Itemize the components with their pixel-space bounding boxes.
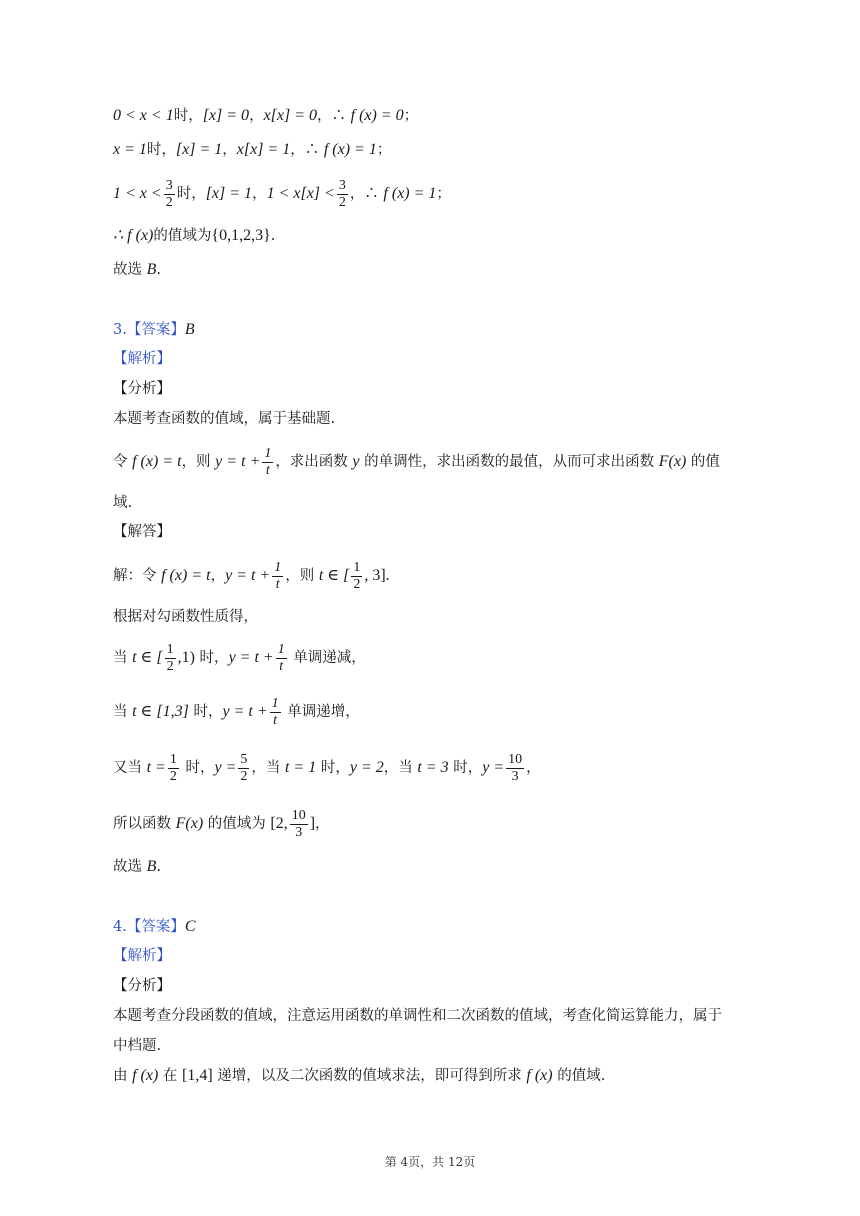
q3-jieda-line-6 bbox=[113, 804, 330, 844]
text: 在 bbox=[158, 1068, 183, 1084]
text: 的值域为 bbox=[153, 228, 212, 244]
text: . bbox=[270, 228, 276, 244]
text: ，求出函数 bbox=[275, 454, 353, 470]
text: ， bbox=[222, 142, 237, 158]
q3-jieda-line-2: 根据对勾函数性质得， bbox=[113, 609, 258, 625]
fraction-numerator: 1 bbox=[274, 559, 282, 575]
fraction bbox=[276, 642, 287, 675]
q3-fenxi-line-1-cont: 域. bbox=[113, 495, 133, 511]
fraction bbox=[164, 178, 175, 211]
text: 时， bbox=[176, 186, 206, 202]
text: ，当 bbox=[383, 760, 418, 776]
text: ； bbox=[436, 186, 451, 202]
math-expr: 1 < x[x] < bbox=[266, 185, 335, 202]
text: ， bbox=[252, 186, 267, 202]
math-expr: y = t + bbox=[215, 453, 261, 470]
math-expr: f (x) = 1 bbox=[383, 185, 437, 202]
math-expr: y = t + bbox=[222, 703, 268, 720]
text: 又当 bbox=[113, 760, 147, 776]
solution-line-3 bbox=[113, 174, 451, 214]
math-expr: f (x) bbox=[132, 1067, 159, 1084]
fraction-denominator: 2 bbox=[166, 658, 174, 674]
fraction-numerator: 3 bbox=[338, 177, 346, 193]
fraction-denominator: 2 bbox=[165, 194, 173, 210]
text: ； bbox=[376, 142, 392, 158]
text: 由 bbox=[113, 1068, 133, 1084]
math-expr: x[x] = 0 bbox=[263, 107, 318, 124]
q3-answer-label: 3.【答案】 bbox=[113, 322, 185, 338]
text: 当 bbox=[113, 704, 133, 720]
text: 故选 bbox=[113, 262, 142, 278]
math-expr: [x] = 1 bbox=[205, 185, 253, 202]
fraction-numerator: 3 bbox=[165, 177, 173, 193]
math-expr: F(x) bbox=[658, 453, 687, 470]
math-expr: [1,4] bbox=[182, 1067, 213, 1084]
text: 时， bbox=[173, 108, 203, 124]
fraction bbox=[168, 752, 179, 785]
text: ， bbox=[526, 760, 541, 776]
q3-fenxi-line-1 bbox=[113, 442, 720, 482]
text: 令 bbox=[113, 454, 133, 470]
solution-line-5 bbox=[113, 260, 161, 280]
text: ， bbox=[210, 568, 226, 584]
math-expr: F(x) bbox=[175, 815, 204, 832]
fraction bbox=[351, 560, 362, 593]
q3-jieda-line-7 bbox=[113, 857, 161, 877]
math-expr: t ∈ [ bbox=[318, 567, 350, 584]
text: 的值 bbox=[686, 454, 720, 470]
math-expr: x[x] = 1 bbox=[236, 141, 291, 158]
math-expr: f (x) = t bbox=[132, 453, 182, 470]
q4-answer-value: C bbox=[184, 918, 196, 935]
q3-jieda-line-3 bbox=[113, 638, 366, 678]
fraction-denominator: 2 bbox=[353, 576, 361, 592]
q3-answer-line bbox=[113, 320, 195, 340]
fraction bbox=[506, 752, 524, 785]
fraction-numerator: 1 bbox=[264, 445, 272, 461]
answer-choice: B bbox=[146, 261, 157, 278]
text: ，则 bbox=[285, 568, 319, 584]
math-expr: f (x) = 1 bbox=[323, 141, 377, 158]
text: ，∴ bbox=[349, 186, 384, 202]
q3-fenxi-label: 【分析】 bbox=[113, 381, 171, 397]
math-expr: t ∈ [ bbox=[132, 649, 163, 666]
text: 时， bbox=[448, 760, 483, 776]
fraction-denominator: 2 bbox=[169, 768, 177, 784]
q3-jieda-label: 【解答】 bbox=[113, 524, 171, 540]
math-expr: ,1) bbox=[177, 649, 195, 666]
fraction-numerator: 1 bbox=[277, 641, 285, 657]
math-expr: y = t + bbox=[228, 649, 274, 666]
page-footer: 第 4页，共 12页 bbox=[384, 1155, 476, 1169]
q4-fenxi-line-2: 中档题. bbox=[113, 1038, 162, 1054]
fraction-numerator: 1 bbox=[271, 695, 279, 711]
q3-analysis-label: 【解析】 bbox=[113, 351, 171, 367]
fraction bbox=[270, 696, 281, 729]
fraction-denominator: t bbox=[273, 712, 278, 728]
math-expr: 0 < x < 1 bbox=[113, 107, 174, 124]
fraction bbox=[165, 642, 176, 675]
math-expr: y = bbox=[214, 759, 237, 776]
math-expr: [2, bbox=[270, 815, 288, 832]
text: 的值域为 bbox=[203, 816, 271, 832]
fraction bbox=[238, 752, 249, 785]
math-expr: y = t + bbox=[225, 567, 271, 584]
text: ， bbox=[249, 108, 264, 124]
q3-jieda-line-5 bbox=[113, 748, 541, 788]
fraction-numerator: 1 bbox=[353, 559, 361, 575]
text: ； bbox=[403, 108, 419, 124]
fraction-numerator: 10 bbox=[291, 807, 306, 823]
math-expr: ] bbox=[309, 815, 316, 832]
fraction-numerator: 1 bbox=[169, 751, 177, 767]
fraction bbox=[272, 560, 283, 593]
fraction-numerator: 1 bbox=[166, 641, 174, 657]
q4-fenxi-label: 【分析】 bbox=[113, 978, 171, 994]
fraction bbox=[337, 178, 348, 211]
math-expr: ∴ f (x) bbox=[113, 227, 154, 244]
math-expr: [x] = 1 bbox=[175, 141, 223, 158]
math-expr: f (x) = t bbox=[161, 567, 211, 584]
text: 时， bbox=[316, 760, 350, 776]
text: . bbox=[156, 262, 161, 278]
solution-line-4 bbox=[113, 226, 275, 246]
text: 的值域. bbox=[552, 1068, 606, 1084]
text: 当 bbox=[113, 650, 133, 666]
math-expr: t = 1 bbox=[284, 759, 317, 776]
fraction bbox=[262, 446, 273, 479]
math-expr: y = 2 bbox=[349, 759, 384, 776]
text: ，∴ bbox=[317, 108, 351, 124]
text: 故选 bbox=[113, 859, 147, 875]
solution-line-1 bbox=[113, 106, 418, 126]
math-expr: y bbox=[352, 453, 360, 470]
text: 单调递增， bbox=[282, 704, 360, 720]
math-expr: [x] = 0 bbox=[202, 107, 250, 124]
math-expr: t = bbox=[146, 759, 166, 776]
text: ， bbox=[315, 816, 330, 832]
text: ，则 bbox=[181, 454, 216, 470]
q3-fenxi-text: 本题考查函数的值域，属于基础题. bbox=[113, 411, 336, 427]
q4-fenxi-line-3 bbox=[113, 1066, 605, 1086]
math-expr: x = 1 bbox=[113, 141, 147, 158]
text: 解：令 bbox=[113, 568, 162, 584]
fraction bbox=[290, 808, 308, 841]
text: ，当 bbox=[251, 760, 285, 776]
text: 单调递减， bbox=[288, 650, 366, 666]
text: ，∴ bbox=[290, 142, 324, 158]
fraction-denominator: t bbox=[279, 658, 284, 674]
text: . bbox=[156, 859, 161, 875]
text: 时， bbox=[146, 142, 176, 158]
q3-jieda-line-4 bbox=[113, 692, 360, 732]
fraction-denominator: t bbox=[275, 576, 280, 592]
math-expr: f (x) = 0 bbox=[350, 107, 404, 124]
math-expr: 1 < x < bbox=[113, 185, 162, 202]
fraction-numerator: 10 bbox=[508, 751, 523, 767]
math-expr: y = bbox=[482, 759, 505, 776]
text: 时， bbox=[188, 704, 223, 720]
fraction-numerator: 5 bbox=[240, 751, 248, 767]
fraction-denominator: t bbox=[265, 462, 270, 478]
q4-answer-line bbox=[113, 917, 196, 937]
math-expr: , 3]. bbox=[364, 567, 390, 584]
q4-analysis-label: 【解析】 bbox=[113, 948, 171, 964]
q3-jieda-line-1 bbox=[113, 556, 390, 596]
fraction-denominator: 2 bbox=[338, 194, 346, 210]
fraction-denominator: 2 bbox=[240, 768, 248, 784]
text: 所以函数 bbox=[113, 816, 176, 832]
solution-line-2 bbox=[113, 140, 391, 160]
q3-answer-value: B bbox=[184, 321, 195, 338]
math-expr: {0,1,2,3} bbox=[211, 227, 271, 244]
fraction-denominator: 3 bbox=[511, 768, 519, 784]
text: 时， bbox=[180, 760, 215, 776]
q4-fenxi-line-1: 本题考查分段函数的值域，注意运用函数的单调性和二次函数的值域，考查化简运算能力，属于 bbox=[113, 1008, 722, 1024]
math-expr: f (x) bbox=[526, 1067, 553, 1084]
math-expr: t ∈ [1,3] bbox=[132, 703, 189, 720]
text: 递增，以及二次函数的值域求法，即可得到所求 bbox=[212, 1068, 527, 1084]
answer-choice: B bbox=[146, 858, 157, 875]
text: 时， bbox=[194, 650, 229, 666]
q4-answer-label: 4.【答案】 bbox=[113, 919, 185, 935]
math-expr: t = 3 bbox=[417, 759, 449, 776]
text: 的单调性，求出函数的最值，从而可求出函数 bbox=[359, 454, 659, 470]
fraction-denominator: 3 bbox=[295, 824, 303, 840]
